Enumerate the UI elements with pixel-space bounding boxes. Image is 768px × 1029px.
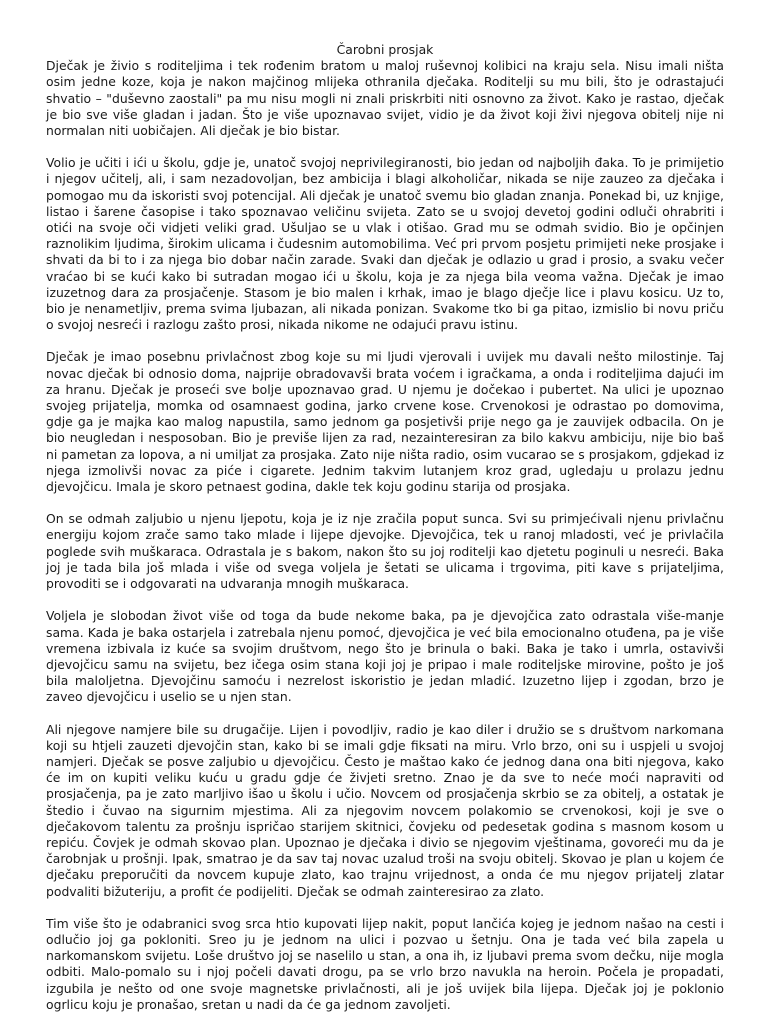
- document-body: [46, 42, 724, 1029]
- paragraph-5: Voljela je slobodan život više od toga da bude nekome baka, pa je djevojčica zato odrastala više-manje sama. Kada je baka ostarjela i zatrebala njenu pomoć, djevojčica je već bila emocionalno otuđena, pa je više vremena izbivala iz kuće sa svojim društvom, nego što je brinula o baki. Baka je tako i umrla, ostavivši djevojčicu samu na svijetu, bez ičega osim stana koji joj je pripao i male roditeljske mirovine, pošto je još bila maloljetna. Djevojčinu samoću i nezrelost iskoristio je jedan mladić. Izuzetno lijep i zgodan, brzo je zaveo djevojčicu i uselio se u njen stan.: [46, 608, 724, 705]
- paragraph-1: Dječak je živio s roditeljima i tek rođenim bratom u maloj ruševnoj kolibici na kraju sela. Nisu imali ništa osim jedne koze, koja je nakon majčinog mlijeka othranila dječaka. Roditelji su mu bili, što je odrastajući shvatio – "duševno zaostali" pa mu nisu mogli ni znali priskrbiti niti osnovno za život. Kako je rastao, dječak je bio sve više gladan i jadan. Što je više upoznavao svijet, vidio je da život koji živi njegova obitelj nije ni normalan niti uobičajen. Ali dječak je bio bistar.: [46, 58, 724, 139]
- document-title: Čarobni prosjak: [336, 42, 434, 57]
- paragraph-7: Tim više što je odabranici svog srca htio kupovati lijep nakit, poput lančića kojeg je jednom našao na cesti i odlučio joj ga pokloniti. Sreo ju je jednom na ulici i pozvao u šetnju. Ona je tada već bila zapela u narkomanskom svijetu. Loše društvo joj se naselilo u stan, a ona ih, iz ljubavi prema svom dečku, nije mogla odbiti. Malo-pomalo su i njoj počeli davati drogu, pa se vrlo brzo navukla na heroin. Počela je propadati, izgubila je nešto od one svoje magnetske privlačnosti, ali je još uvijek bila lijepa. Dječak joj je poklonio ogrlicu koju je pronašao, sretan u nadi da će ga jednom zavoljeti.: [46, 915, 724, 1012]
- paragraph-2: Volio je učiti i ići u školu, gdje je, unatoč svojoj neprivilegiranosti, bio jedan od najboljih đaka. To je primijetio i njegov učitelj, ali, i sam nezadovoljan, bez ambicija i blagi alkoholičar, nikada se nije zauzeo za dječaka i pomogao mu da iskoristi svoj potencijal. Ali dječak je unatoč svemu bio gladan znanja. Ponekad bi, uz knjige, listao i šarene časopise i tako spoznavao veličinu svijeta. Zato se u svojoj devetoj godini odluči ohrabriti i otići na svoje oči vidjeti veliki grad. Ušuljao se u vlak i otišao. Grad mu se odmah svidio. Bio je opčinjen raznolikim ljudima, širokim ulicama i čudesnim automobilima. Već pri prvom posjetu primijeti neke prosjake i shvati da bi to i za njega bio dobar način zarade. Svaki dan dječak je odlazio u grad i prosio, a svaku večer vraćao bi se kući kako bi sutradan mogao ići u školu, koja je za njega bila veoma važna. Dječak je imao izuzetnog dara za prosjačenje. Stasom je bio malen i krhak, imao je blago dječje lice i plavu kosicu. Uz to, bio je nenametljiv, prema svima ljubazan, ali nikada ponizan. Svakome tko bi ga pitao, izmislio bi novu priču o svojoj nesreći i razlogu zašto prosi, nikada nikome ne odajući pravu istinu.: [46, 155, 724, 333]
- paragraph-4: On se odmah zaljubio u njenu ljepotu, koja je iz nje zračila poput sunca. Svi su primjećivali njenu privlačnu energiju kojom zrače samo tako mlade i lijepe djevojke. Djevojčica, tek u ranoj mladosti, već je privlačila poglede svih muškaraca. Odrastala je s bakom, nakon što su joj roditelji kao djetetu poginuli u nesreći. Baka joj je tada bila još mlada i više od svega voljela je šetati se ulicama i trgovima, piti kave s prijateljima, provoditi se i odgovarati na udvaranja mnogih muškaraca.: [46, 511, 724, 592]
- paragraph-6: Ali njegove namjere bile su drugačije. Lijen i povodljiv, radio je kao diler i družio se s društvom narkomana koji su htjeli zauzeti djevojčin stan, kako bi se imali gdje fiksati na miru. Vrlo brzo, oni su i uspjeli u svojoj namjeri. Dječak se posve zaljubio u djevojčicu. Često je maštao kako će jednog dana ona biti njegova, kako će im on kupiti veliku kuću u gradu gdje će živjeti sretno. Znao je da sve to neće moći napraviti od prosjačenja, pa je zato marljivo išao u školu i učio. Novcem od prosjačenja skrbio se za obitelj, a ostatak je štedio i čuvao na sigurnim mjestima. Ali za njegovim novcem polakomio se crvenokosi, koji je sve o dječakovom talentu za prošnju ispričao starijem skitnici, čovjeku od pedesetak godina s masnom kosom u repiću. Čovjek je odmah skovao plan. Upoznao je dječaka i divio se njegovim vještinama, govoreći mu da je čarobnjak u prošnji. Ipak, smatrao je da sav taj novac uzalud troši na svoju obitelj. Skovao je plan u kojem će dječaku preporučiti da novcem kupuje zlato, kao trajnu vrijednost, a onda će mu njegov prijatelj zlatar podvaliti bižuteriju, a profit će podijeliti. Dječak se odmah zainteresirao za zlato.: [46, 721, 724, 899]
- paragraph-3: Dječak je imao posebnu privlačnost zbog koje su mi ljudi vjerovali i uvijek mu davali nešto milostinje. Taj novac dječak bi odnosio doma, najprije obradovavši brata voćem i igračkama, a onda i roditeljima dajući im za hranu. Dječak je prosеći sve bolje upoznavao grad. U njemu je dočekao i pubertet. Na ulici je upoznao svojeg prijatelja, momka od osamnaest godina, jarko crvene kose. Crvenokosi je odrastao po domovima, gdje ga je majka kao malog napustila, samo jednom ga posjetivši prije nego ga je zauvijek odbacila. On je bio neugledan i nesposoban. Bio je previše lijen za rad, nezainteresiran za bilo kakvu ambiciju, nije bio baš ni pametan za lopova, a ni umiljat za prosjaka. Zato nije ništa radio, osim vucarao se s prosjakom, gdjekad iz njega izmolivši novac za piće i cigarete. Jednim takvim lutanjem kroz grad, ugledaju u prolazu jednu djevojčicu. Imala je skoro petnaest godina, dakle tek koju godinu starija od prosjaka.: [46, 349, 724, 495]
